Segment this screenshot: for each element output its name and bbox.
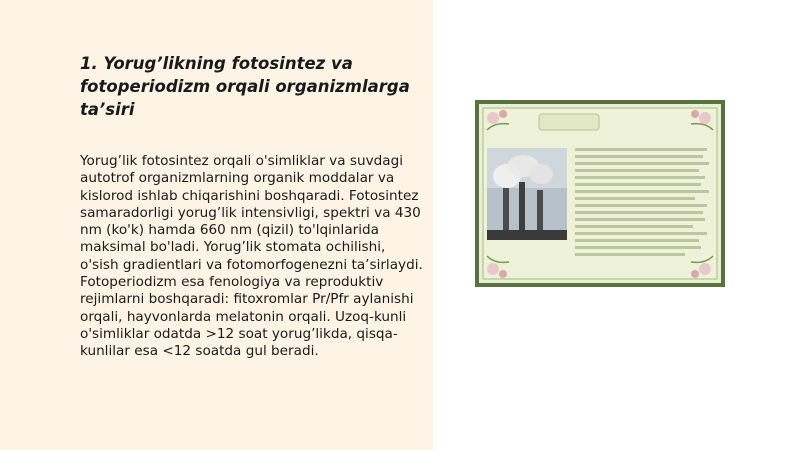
- chimney: [537, 190, 543, 234]
- header-tab: [539, 114, 599, 130]
- smoke: [529, 164, 553, 184]
- slide-picture: [475, 100, 725, 287]
- factory-photo: [487, 148, 567, 240]
- slide-title: 1. Yorug’likning fotosintez va fotoperiodizm orqali organizmlarga ta’siri: [80, 54, 410, 119]
- picture-drawing: [479, 104, 721, 283]
- chimney: [519, 182, 525, 234]
- chimney: [503, 188, 509, 234]
- slide-body-text: Yorug’lik fotosintez orqali o'simliklar va suvdagi autotrof organizmlarning organik moddalar va kislorod ishlab chiqarishini boshqaradi. Fotosintez samaradorligi yorug’lik intensivligi, spektri va 430 nm (ko'k) hamda 660 nm (qizil) to'lqinlarida maksimal bo'ladi. Yorug’lik stomata ochilishi, o'sish gradientlari va fotomorfogenezni ta’sirlaydi. Fotoperiodizm esa fenologiya va reproduktiv rejimlarni boshqaradi: fitoxromlar Pr/Pfr aylanishi orqali, hayvonlarda melatonin orqali. Uzoq-kunli o'simliklar odatda >12 soat yorug’likda, qisqa-kunlilar esa <12 soatda gul beradi.: [80, 153, 423, 360]
